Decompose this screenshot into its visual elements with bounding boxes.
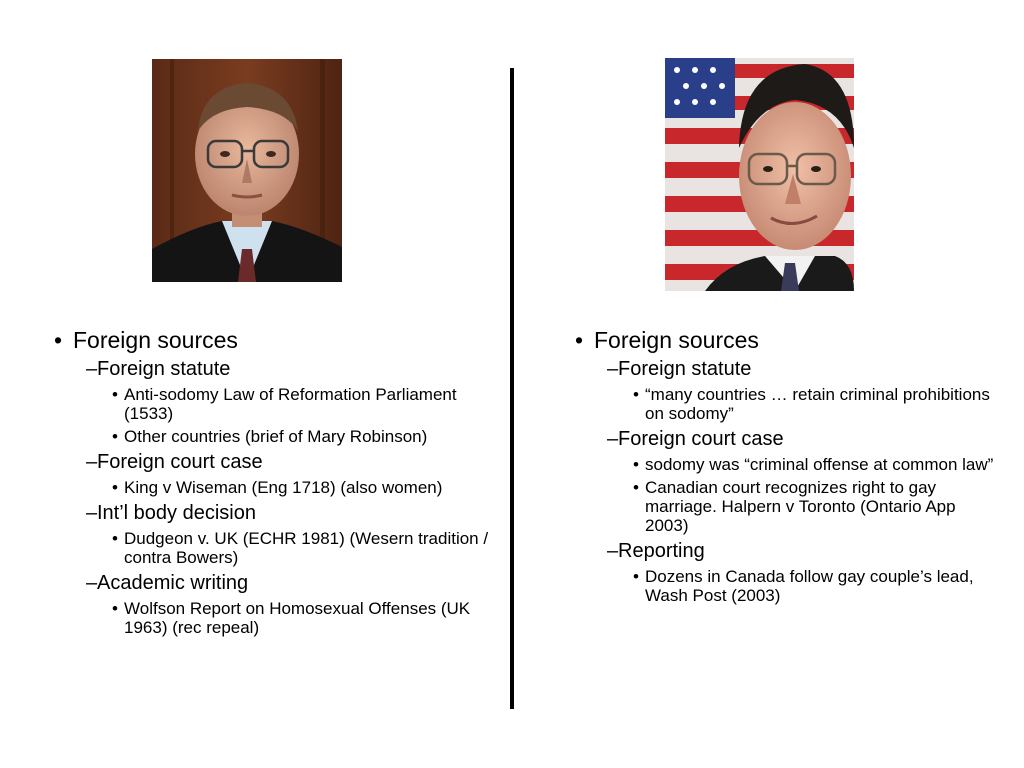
subheading-text: Foreign court case xyxy=(97,451,263,473)
dash-marker: – xyxy=(607,428,619,450)
dash-marker: – xyxy=(607,358,619,380)
right-list-item xyxy=(575,478,995,535)
bullet-marker: • xyxy=(112,599,118,618)
list-item-text: sodomy was “criminal offense at common law” xyxy=(645,455,994,474)
bullet-marker: • xyxy=(633,567,639,586)
list-item-text: Canadian court recognizes right to gay marriage. Halpern v Toronto (Ontario App 2003) xyxy=(645,478,956,535)
list-item-text: King v Wiseman (Eng 1718) (also women) xyxy=(124,478,443,497)
subheading-text: Foreign court case xyxy=(618,428,784,450)
left-list-item xyxy=(54,427,494,446)
list-item-text: Other countries (brief of Mary Robinson) xyxy=(124,427,428,446)
dash-marker: – xyxy=(86,572,98,594)
list-item-text: Anti-sodomy Law of Reformation Parliament (1533) xyxy=(124,385,457,423)
bullet-marker: • xyxy=(633,478,639,497)
left-portrait-image xyxy=(152,59,342,282)
list-item-text: Dudgeon v. UK (ECHR 1981) (Wesern tradition / contra Bowers) xyxy=(124,529,489,567)
right-list-item xyxy=(575,385,995,423)
dash-marker: – xyxy=(607,540,619,562)
center-divider-line xyxy=(510,68,514,709)
left-subheading xyxy=(54,572,494,595)
list-item-text: “many countries … retain criminal prohibitions on sodomy” xyxy=(645,385,990,423)
right-list-item xyxy=(575,567,995,605)
bullet-marker: • xyxy=(54,327,63,353)
subheading-text: Academic writing xyxy=(97,572,249,594)
bullet-marker: • xyxy=(575,327,584,353)
left-subheading xyxy=(54,502,494,525)
left-heading xyxy=(54,327,494,353)
right-subheading xyxy=(575,358,995,381)
heading-text: Foreign sources xyxy=(594,327,759,353)
subheading-text: Foreign statute xyxy=(618,358,752,380)
left-list-item xyxy=(54,529,494,567)
bullet-marker: • xyxy=(112,427,118,446)
bullet-marker: • xyxy=(112,478,118,497)
subheading-text: Foreign statute xyxy=(97,358,231,380)
left-subheading xyxy=(54,358,494,381)
left-subheading xyxy=(54,451,494,474)
right-subheading xyxy=(575,540,995,563)
dash-marker: – xyxy=(86,358,98,380)
right-heading xyxy=(575,327,995,353)
bullet-marker: • xyxy=(633,385,639,404)
list-item-text: Dozens in Canada follow gay couple’s lead, Wash Post (2003) xyxy=(645,567,974,605)
dash-marker: – xyxy=(86,502,98,524)
dash-marker: – xyxy=(86,451,98,473)
left-list-item xyxy=(54,385,494,423)
bullet-marker: • xyxy=(633,455,639,474)
bullet-marker: • xyxy=(112,529,118,548)
left-list-item xyxy=(54,599,494,637)
right-subheading xyxy=(575,428,995,451)
right-list-item xyxy=(575,455,995,474)
subheading-text: Int’l body decision xyxy=(97,502,256,524)
subheading-text: Reporting xyxy=(618,540,705,562)
list-item-text: Wolfson Report on Homosexual Offenses (UK 1963) (rec repeal) xyxy=(124,599,471,637)
heading-text: Foreign sources xyxy=(73,327,238,353)
left-outline xyxy=(54,327,494,637)
right-outline xyxy=(575,327,995,605)
left-list-item xyxy=(54,478,494,497)
right-portrait-image xyxy=(665,58,854,291)
bullet-marker: • xyxy=(112,385,118,404)
